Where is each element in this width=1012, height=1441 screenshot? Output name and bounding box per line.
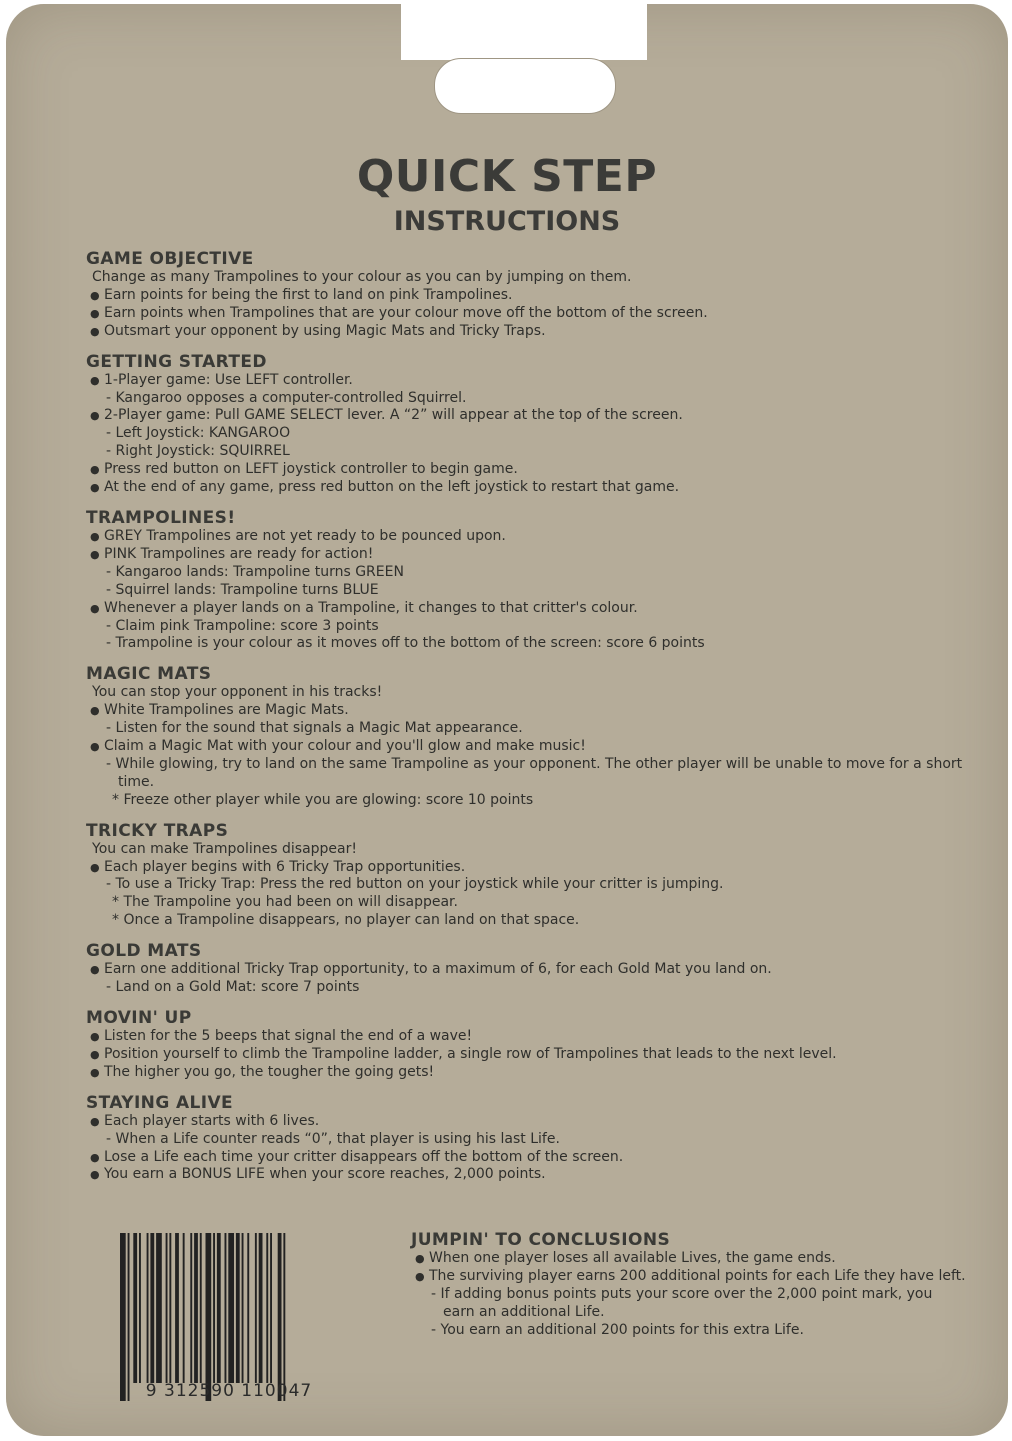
sub-item: - When a Life counter reads “0”, that player is using his last Life. [106,1130,560,1147]
section-heading: STAYING ALIVE [86,1092,234,1113]
sub-item: - If adding bonus points puts your score over the 2,000 point mark, you earn an additional Life. [431,1285,937,1320]
section-tricky-traps [86,821,976,931]
hanger-hole [434,58,616,114]
sub-item: - Kangaroo lands: Trampoline turns GREEN [106,563,404,580]
section-heading: JUMPIN' TO CONCLUSIONS [411,1230,671,1250]
section-staying-alive [86,1093,976,1185]
hanger-notch [401,4,647,60]
barcode-number: 9 312590 110047 [145,1381,313,1401]
barcode-bar [225,1233,227,1383]
barcode-bar [242,1233,244,1383]
section-heading: TRICKY TRAPS [86,820,229,841]
sub-item: * The Trampoline you had been on will disappear. [112,894,458,911]
intro-text: Change as many Trampolines to your colour as you can by jumping on them. [92,269,632,285]
bullet-item: ● PINK Trampolines are ready for action! [86,546,976,564]
barcode-bar [147,1233,149,1383]
barcode-bar [194,1233,198,1383]
barcode-bar [213,1233,215,1383]
section-getting-started [86,352,976,497]
section-heading: GETTING STARTED [86,351,267,372]
section-gold-mats [86,941,976,997]
bullet-item: ● Listen for the 5 beeps that signal the end of a wave! [86,1028,976,1046]
section-heading: MAGIC MATS [86,664,212,685]
barcode-bar [139,1233,141,1383]
sub-item: * Freeze other player while you are glowing: score 10 points [112,791,534,808]
bullet-item: ● At the end of any game, press red button on the left joystick to restart that game. [86,479,976,497]
bullet-item: ● 2-Player game: Pull GAME SELECT lever. A “2” will appear at the top of the screen. [86,407,976,425]
sub-item: - Kangaroo opposes a computer-controlled Squirrel. [106,389,467,406]
section-heading: MOVIN' UP [86,1008,192,1028]
sub-item: - Squirrel lands: Trampoline turns BLUE [106,581,379,598]
sub-item: - While glowing, try to land on the same Trampoline as your opponent. The other player will be unable to move for a short time. [106,755,967,790]
sub-item: - Claim pink Trampoline: score 3 points [106,617,379,634]
bullet-item: ● Outsmart your opponent by using Magic Mats and Tricky Traps. [86,323,976,341]
barcode-bar [183,1233,185,1383]
section-heading: TRAMPOLINES! [86,507,236,528]
section-trampolines [86,508,976,653]
barcode-bar [150,1233,154,1383]
sub-item: - Land on a Gold Mat: score 7 points [106,979,360,996]
jumpin-section [411,1230,966,1351]
barcode-bar [175,1233,179,1383]
bullet-item: ● Earn one additional Tricky Trap opportunity, to a maximum of 6, for each Gold Mat you land on. [86,961,976,979]
sub-item: - To use a Tricky Trap: Press the red button on your joystick while your critter is jumping. [106,876,724,893]
sub-item: * Once a Trampoline disappears, no player can land on that space. [112,912,580,929]
bullet-item: ● GREY Trampolines are not yet ready to be pounced upon. [86,528,976,546]
section-heading: GOLD MATS [86,941,202,962]
barcode-bar [120,1233,126,1401]
section-jumpin-to-conclusions [411,1230,966,1340]
bullet-item: ● 1-Player game: Use LEFT controller. [86,372,976,390]
bullet-item: ● Whenever a player lands on a Trampoline, it changes to that critter's colour. [86,600,976,618]
barcode-bar [166,1233,168,1383]
bullet-item: ● Each player starts with 6 lives. [86,1113,976,1131]
barcode-bar [217,1233,221,1383]
bullet-item: ● The higher you go, the tougher the going gets! [86,1064,976,1082]
barcode-bar [128,1233,130,1401]
barcode-bar [200,1233,202,1383]
barcode-bar [156,1233,162,1383]
sub-item: - You earn an additional 200 points for this extra Life. [431,1321,804,1338]
section-heading: GAME OBJECTIVE [86,249,254,269]
bullet-item: ● Earn points for being the first to land on pink Trampolines. [86,287,976,305]
barcode-bar [283,1233,285,1401]
bullet-item: ● White Trampolines are Magic Mats. [86,702,976,720]
bullet-item: ● You earn a BONUS LIFE when your score reaches, 2,000 points. [86,1166,976,1184]
bullet-item: ● The surviving player earns 200 additional points for each Life they have left. [411,1268,966,1286]
section-magic-mats [86,664,976,809]
barcode-bar [236,1233,240,1383]
sub-item: - Right Joystick: SQUIRREL [106,443,290,460]
bullet-item: ● Claim a Magic Mat with your colour and you'll glow and make music! [86,738,976,756]
sub-item: - Listen for the sound that signals a Magic Mat appearance. [106,720,523,737]
barcode-bar [255,1233,257,1383]
page-title: QUICK STEP [356,151,658,202]
bullet-item: ● Lose a Life each time your critter disappears off the bottom of the screen. [86,1149,976,1167]
barcode-bar [278,1233,282,1401]
bullet-item: ● Press red button on LEFT joystick controller to begin game. [86,461,976,479]
barcode-bar [206,1233,212,1401]
barcode-image [116,1233,342,1405]
section-game-objective [86,249,976,341]
barcode-bar [259,1233,263,1383]
barcode-bar [169,1233,171,1383]
section-movin-up [86,1008,976,1082]
intro-text: You can stop your opponent in his tracks! [92,684,383,701]
barcode-bar [190,1233,192,1383]
bullet-item: ● When one player loses all available Lives, the game ends. [411,1250,966,1268]
intro-text: You can make Trampolines disappear! [92,840,357,857]
bullet-item: ● Earn points when Trampolines that are your colour move off the bottom of the screen. [86,305,976,323]
barcode-bar [266,1233,268,1383]
sub-item: - Left Joystick: KANGAROO [106,425,291,442]
blister-card-back [6,4,1008,1436]
barcode-bar [133,1233,137,1383]
instructions-body [86,249,976,1195]
barcode-bar [270,1233,272,1383]
sub-item: - Trampoline is your colour as it moves off to the bottom of the screen: score 6 points [106,635,705,652]
page-subtitle: INSTRUCTIONS [393,206,621,237]
barcode-bar [228,1233,234,1383]
bullet-item: ● Position yourself to climb the Trampoline ladder, a single row of Trampolines that leads to the next level. [86,1046,976,1064]
bullet-item: ● Each player begins with 6 Tricky Trap opportunities. [86,859,976,877]
barcode-bar [247,1233,249,1383]
